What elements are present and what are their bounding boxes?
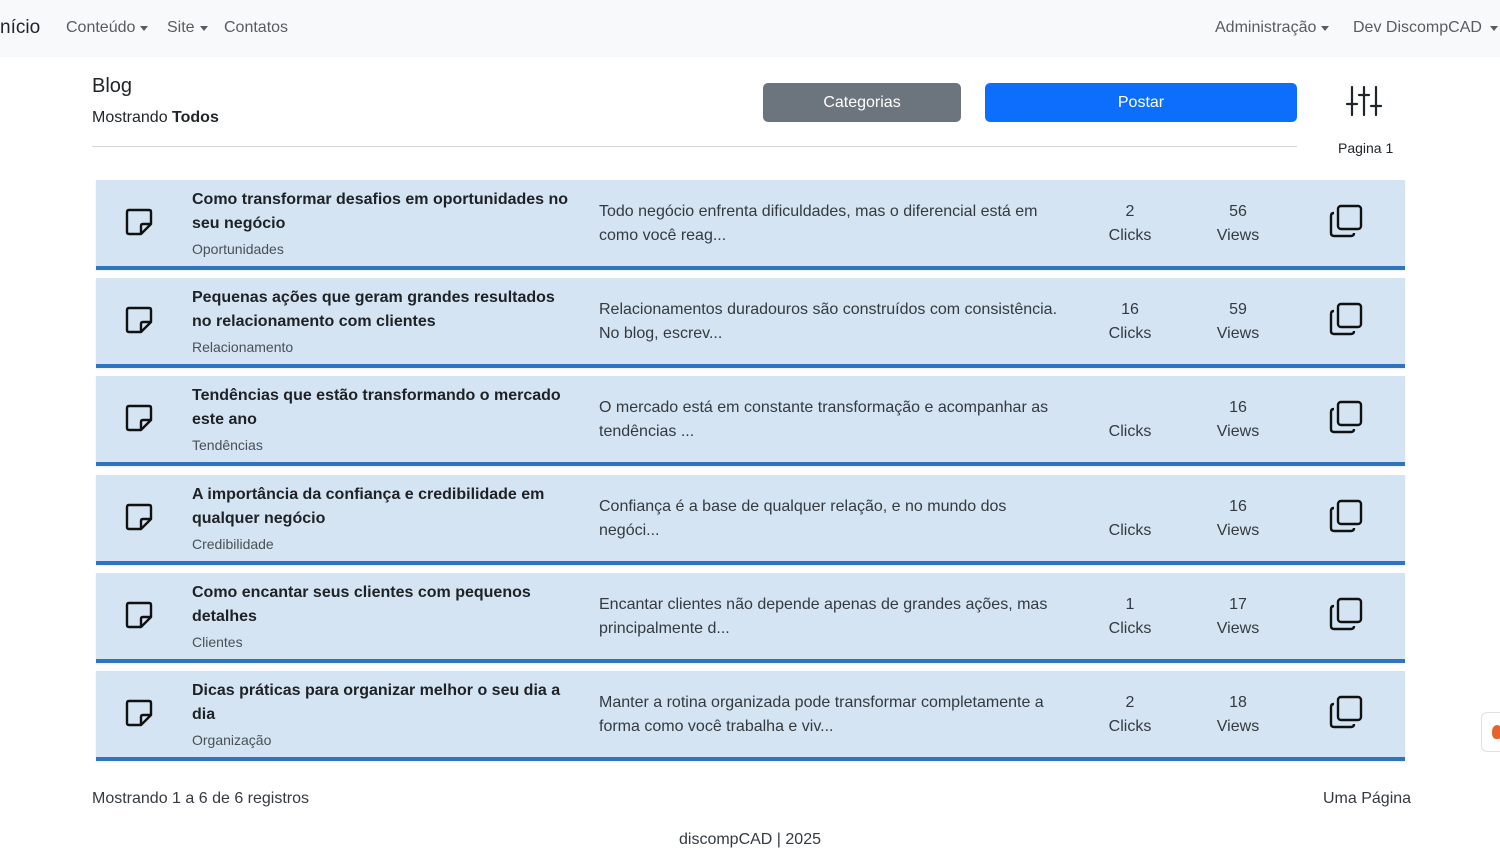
caret-down-icon bbox=[140, 26, 148, 31]
views-value: 59 bbox=[1229, 301, 1247, 318]
post-row[interactable] bbox=[96, 376, 1405, 466]
clicks-value: 16 bbox=[1121, 301, 1139, 318]
clicks-label: Clicks bbox=[1108, 227, 1152, 244]
post-title[interactable]: Tendências que estão transformando o mercado este ano bbox=[192, 387, 561, 428]
sticky-note-icon bbox=[124, 698, 154, 728]
post-category: Organização bbox=[192, 732, 272, 748]
post-excerpt: Todo negócio enfrenta dificuldades, mas o diferencial está em como você reag... bbox=[599, 203, 1038, 244]
views-count bbox=[1198, 200, 1278, 248]
post-row[interactable] bbox=[96, 475, 1405, 565]
nav-item-site[interactable] bbox=[167, 19, 208, 37]
nav-item-label: Site bbox=[167, 19, 195, 36]
post-excerpt: Confiança é a base de qualquer relação, e no mundo dos negóci... bbox=[599, 498, 1007, 539]
post-category: Relacionamento bbox=[192, 339, 294, 355]
views-label: Views bbox=[1216, 718, 1260, 735]
caret-down-icon bbox=[200, 26, 208, 31]
nav-item-contatos[interactable] bbox=[224, 19, 288, 37]
views-label: Views bbox=[1216, 227, 1260, 244]
views-label: Views bbox=[1216, 620, 1260, 637]
post-category: Clientes bbox=[192, 634, 243, 650]
flame-icon bbox=[1492, 725, 1500, 739]
filter-status-prefix: Mostrando bbox=[92, 109, 168, 126]
nav-item-administracao[interactable] bbox=[1215, 19, 1329, 37]
clicks-label: Clicks bbox=[1108, 423, 1152, 440]
clicks-label: Clicks bbox=[1108, 718, 1152, 735]
clicks-label: Clicks bbox=[1108, 620, 1152, 637]
post-row[interactable] bbox=[96, 671, 1405, 761]
post-row[interactable] bbox=[96, 180, 1405, 270]
views-value: 16 bbox=[1229, 399, 1247, 416]
pagination-info: Uma Página bbox=[1323, 790, 1412, 807]
clicks-value: 1 bbox=[1125, 596, 1135, 613]
caret-down-icon bbox=[1490, 26, 1498, 31]
sticky-note-icon bbox=[124, 305, 154, 335]
side-widget-tab[interactable] bbox=[1481, 712, 1500, 752]
post-row[interactable] bbox=[96, 573, 1405, 663]
views-count bbox=[1198, 691, 1278, 739]
post-excerpt: Encantar clientes não depende apenas de grandes ações, mas principalmente d... bbox=[599, 596, 1048, 637]
clicks-count bbox=[1090, 593, 1170, 641]
categories-button[interactable]: Categorias bbox=[763, 83, 961, 122]
copy-icon[interactable] bbox=[1328, 498, 1364, 534]
clicks-value bbox=[1090, 495, 1170, 519]
clicks-count bbox=[1090, 298, 1170, 346]
post-row[interactable] bbox=[96, 278, 1405, 368]
sticky-note-icon bbox=[124, 207, 154, 237]
views-label: Views bbox=[1216, 522, 1260, 539]
clicks-count bbox=[1090, 691, 1170, 739]
views-label: Views bbox=[1216, 325, 1260, 342]
views-label: Views bbox=[1216, 423, 1260, 440]
post-title[interactable]: Pequenas ações que geram grandes resultados no relacionamento com clientes bbox=[192, 289, 555, 330]
caret-down-icon bbox=[1321, 26, 1329, 31]
clicks-count bbox=[1090, 200, 1170, 248]
copy-icon[interactable] bbox=[1328, 203, 1364, 239]
views-count bbox=[1198, 593, 1278, 641]
sliders-icon[interactable] bbox=[1346, 85, 1382, 117]
copyright: discompCAD | 2025 bbox=[679, 831, 821, 848]
clicks-value: 2 bbox=[1125, 203, 1135, 220]
copy-icon[interactable] bbox=[1328, 694, 1364, 730]
nav-brand[interactable]: nício bbox=[0, 17, 41, 38]
post-title[interactable]: A importância da confiança e credibilidade em qualquer negócio bbox=[192, 486, 545, 527]
post-category: Tendências bbox=[192, 437, 263, 453]
nav-item-label: Contatos bbox=[224, 19, 289, 36]
views-value: 56 bbox=[1229, 203, 1247, 220]
post-title[interactable]: Como encantar seus clientes com pequenos detalhes bbox=[192, 584, 531, 625]
top-navbar bbox=[0, 0, 1500, 57]
records-info: Mostrando 1 a 6 de 6 registros bbox=[92, 790, 310, 807]
views-count bbox=[1198, 396, 1278, 444]
nav-item-conteudo[interactable] bbox=[66, 19, 148, 37]
nav-item-user-menu[interactable] bbox=[1353, 19, 1498, 37]
nav-item-label: Dev DiscompCAD bbox=[1353, 19, 1482, 36]
copy-icon[interactable] bbox=[1328, 301, 1364, 337]
clicks-value: 2 bbox=[1125, 694, 1135, 711]
nav-item-label: Administração bbox=[1215, 19, 1317, 36]
filter-status-value: Todos bbox=[172, 109, 219, 126]
clicks-count bbox=[1090, 396, 1170, 444]
filter-status bbox=[92, 109, 219, 127]
views-value: 18 bbox=[1229, 694, 1247, 711]
copy-icon[interactable] bbox=[1328, 399, 1364, 435]
views-value: 17 bbox=[1229, 596, 1247, 613]
post-category: Credibilidade bbox=[192, 536, 274, 552]
sticky-note-icon bbox=[124, 502, 154, 532]
header-divider bbox=[92, 146, 1297, 147]
views-value: 16 bbox=[1229, 498, 1247, 515]
post-excerpt: O mercado está em constante transformação e acompanhar as tendências ... bbox=[599, 399, 1049, 440]
views-count bbox=[1198, 298, 1278, 346]
nav-item-label: Conteúdo bbox=[66, 19, 136, 36]
sticky-note-icon bbox=[124, 403, 154, 433]
post-title[interactable]: Como transformar desafios em oportunidades no seu negócio bbox=[192, 191, 569, 232]
post-excerpt: Manter a rotina organizada pode transformar completamente a forma como você trabalha e viv... bbox=[599, 694, 1044, 735]
clicks-value bbox=[1090, 396, 1170, 420]
views-count bbox=[1198, 495, 1278, 543]
post-excerpt: Relacionamentos duradouros são construídos com consistência. No blog, escrev... bbox=[599, 301, 1058, 342]
clicks-label: Clicks bbox=[1108, 522, 1152, 539]
copy-icon[interactable] bbox=[1328, 596, 1364, 632]
page-indicator: Pagina 1 bbox=[1338, 140, 1394, 156]
post-category: Oportunidades bbox=[192, 241, 284, 257]
page-title: Blog bbox=[92, 75, 133, 97]
clicks-count bbox=[1090, 495, 1170, 543]
clicks-label: Clicks bbox=[1108, 325, 1152, 342]
sticky-note-icon bbox=[124, 600, 154, 630]
post-title[interactable]: Dicas práticas para organizar melhor o seu dia a dia bbox=[192, 682, 561, 723]
post-button[interactable]: Postar bbox=[985, 83, 1297, 122]
